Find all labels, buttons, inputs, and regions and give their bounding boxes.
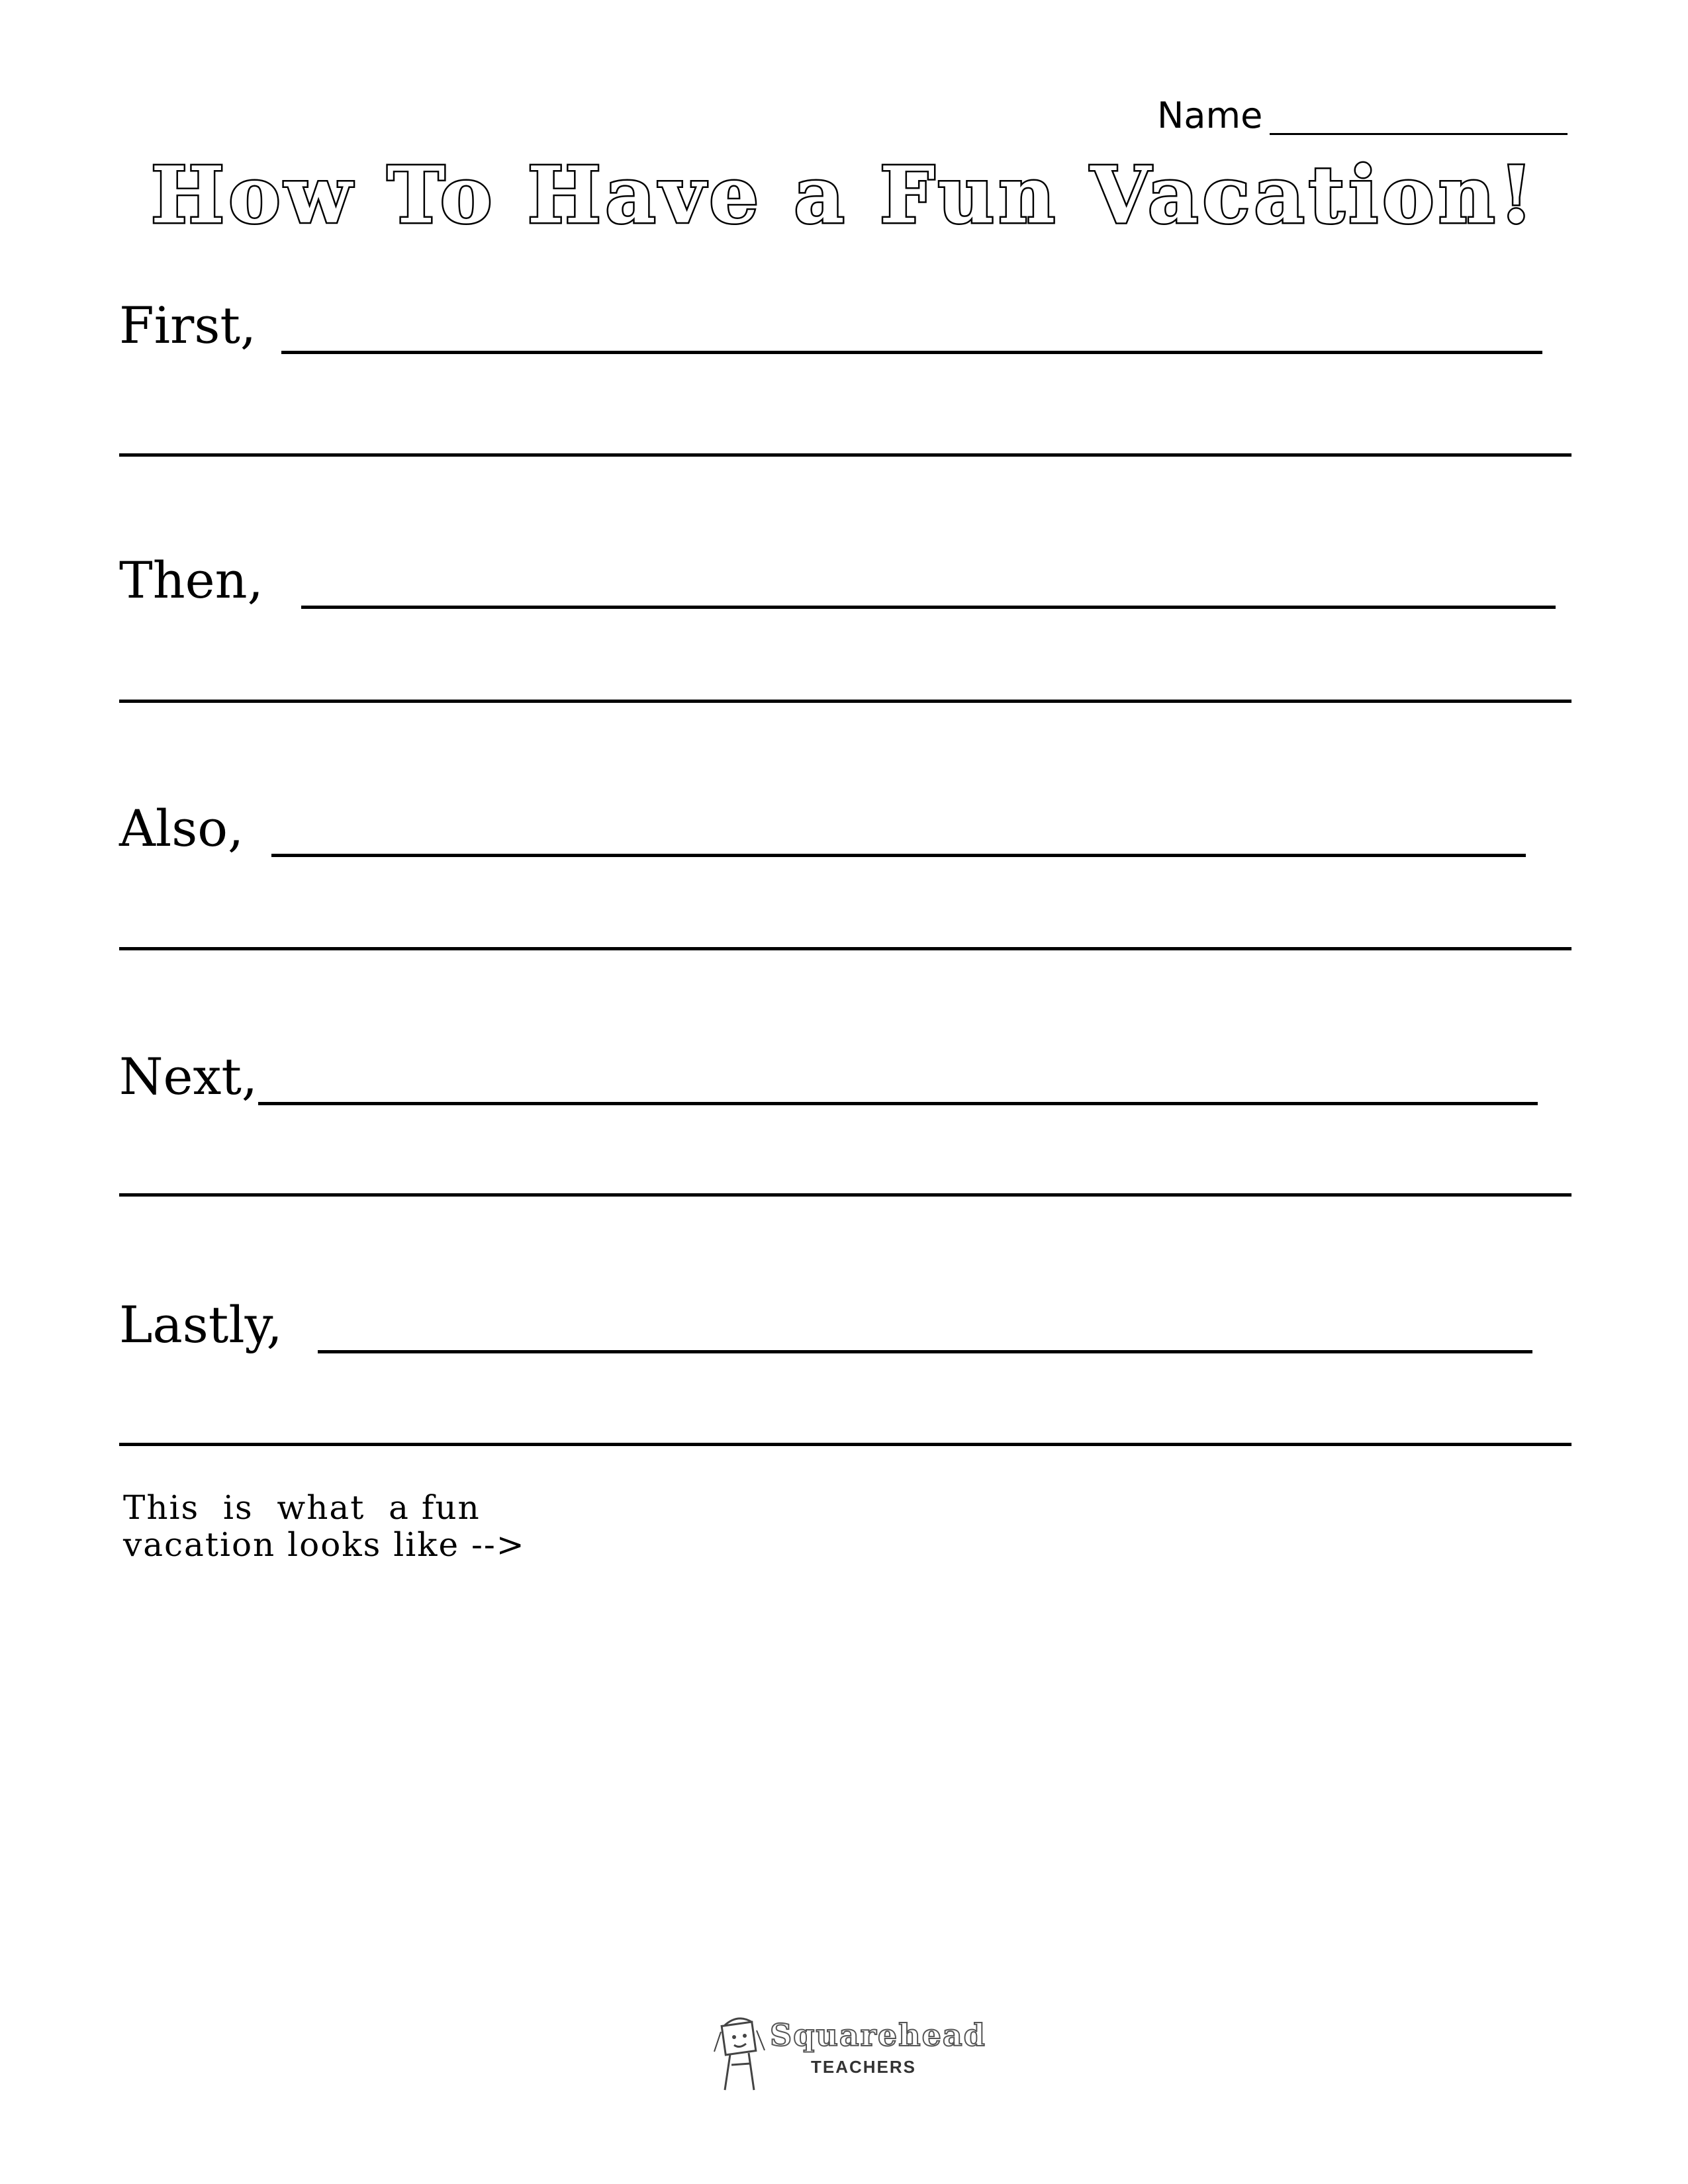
writing-line-then[interactable] bbox=[301, 606, 1556, 609]
logo-subtitle: TEACHERS bbox=[811, 2057, 917, 2077]
drawing-caption bbox=[123, 1489, 526, 1563]
prompt-label-then: Then, bbox=[119, 551, 263, 610]
prompt-label-lastly: Lastly, bbox=[119, 1295, 283, 1354]
prompt-row-also bbox=[119, 799, 1526, 864]
writing-line-first[interactable] bbox=[281, 351, 1542, 354]
squarehead-girl-icon bbox=[712, 2012, 771, 2098]
writing-line-first-2[interactable] bbox=[119, 453, 1571, 457]
writing-line-next[interactable] bbox=[258, 1102, 1538, 1105]
worksheet-title bbox=[0, 142, 1688, 248]
logo-wordmark: Squarehead bbox=[770, 2017, 986, 2053]
name-blank-line[interactable] bbox=[1270, 133, 1568, 135]
prompt-label-also: Also, bbox=[119, 799, 244, 858]
writing-line-then-2[interactable] bbox=[119, 700, 1571, 703]
worksheet-title-text: How To Have a Fun Vacation! bbox=[150, 149, 1538, 241]
writing-line-also-2[interactable] bbox=[119, 947, 1571, 950]
name-field[interactable] bbox=[1157, 93, 1568, 139]
writing-line-next-2[interactable] bbox=[119, 1193, 1571, 1197]
caption-line-1: This is what a fun bbox=[123, 1488, 481, 1527]
prompt-label-first: First, bbox=[119, 296, 257, 355]
name-label: Name bbox=[1157, 95, 1263, 136]
writing-line-lastly[interactable] bbox=[318, 1350, 1532, 1353]
writing-line-also[interactable] bbox=[271, 854, 1526, 857]
prompt-row-then bbox=[119, 551, 1556, 615]
squarehead-teachers-logo bbox=[712, 2012, 986, 2098]
prompt-row-next bbox=[119, 1047, 1538, 1112]
caption-line-2: vacation looks like --> bbox=[123, 1525, 526, 1564]
prompt-row-first bbox=[119, 296, 1542, 361]
prompt-row-lastly bbox=[119, 1295, 1532, 1360]
writing-line-lastly-2[interactable] bbox=[119, 1443, 1571, 1446]
prompt-label-next: Next, bbox=[119, 1047, 258, 1106]
